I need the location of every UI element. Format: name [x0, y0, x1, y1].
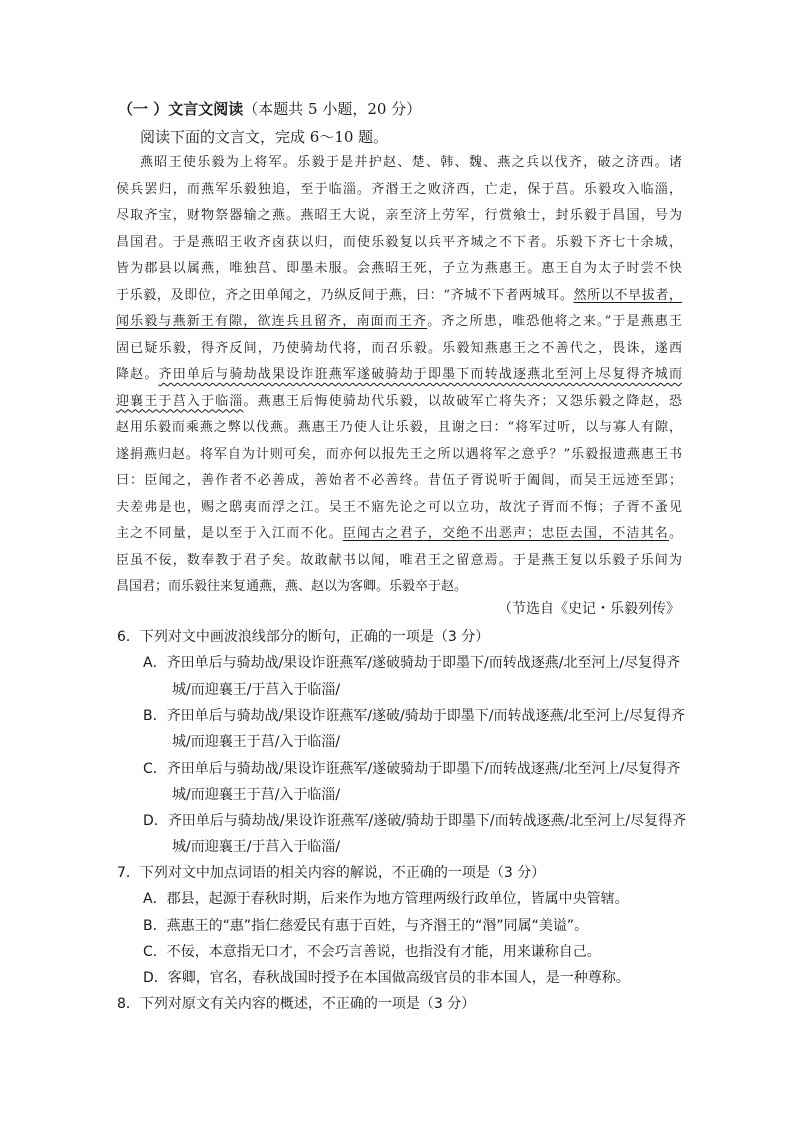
q6-option-a-line1[interactable]: A．齐田单后与骑劫战/果设诈诳燕军/遂破骑劫于即墨下/而转战逐燕/北至河上/尽复得齐: [143, 655, 681, 671]
instruction-text: 阅读下面的文言文，完成 6～10 题。: [140, 128, 389, 146]
q7-option-a[interactable]: A．郡县，起源于春秋时期，后来作为地方管理两级行政单位，皆属中央管辖。: [143, 891, 629, 907]
q6-option-b-line1[interactable]: B．齐田单后与骑劫战/果设诈诳燕军/遂破/骑劫于即墨下/而转战逐燕/北至河上/尽复得齐: [143, 708, 685, 724]
passage-text: 尽取齐宝，财物祭器输之燕。燕昭王大说，亲至济上劳军，行赏飨士，封乐毅于昌国，号为: [116, 208, 682, 223]
underlined-text: 臣闻古之君子，交绝不出恶声；忠臣去国，不洁其名: [342, 526, 669, 541]
passage-line: [116, 203, 682, 230]
passage-line: [116, 521, 682, 548]
passage-text: 降赵。: [116, 367, 159, 382]
q7-option-b[interactable]: B．燕惠王的“惠”指仁慈爱民有惠于百姓，与齐湣王的“湣”同属“美谥”。: [143, 918, 589, 934]
passage-text: 主之不同量，是以至于入江而不化。: [116, 526, 343, 541]
q6-option-a-line2: 城/而迎襄王/于莒入于临淄/: [172, 682, 341, 698]
passage-line: [116, 468, 682, 495]
section-note: （本题共 5 小题，20 分）: [243, 100, 422, 118]
passage-line: [116, 415, 682, 442]
passage-line: [116, 389, 682, 416]
question-6-stem: 6．下列对文中画波浪线部分的断句，正确的一项是（3 分）: [117, 629, 490, 645]
passage-line: [116, 177, 682, 204]
passage-text: 燕昭王使乐毅为上将军。乐毅于是并护赵、楚、韩、魏、燕之兵以伐齐，破之济西。诸: [140, 155, 682, 170]
underlined-text: 然所以不早拔者，: [573, 287, 682, 303]
passage-text: 夫差弗是也，赐之鸱夷而浮之江。吴王不寤先论之可以立功，故沈子胥而不悔；子胥不蚤见: [116, 499, 682, 515]
q7-option-c[interactable]: C．不佞，本意指无口才，不会巧言善说，也指没有才能，用来谦称自己。: [143, 944, 601, 960]
q6-option-d-line1[interactable]: D．齐田单后与骑劫战/果设诈诳燕军/遂破/骑劫于即墨下/而转战逐燕/北至河上/尽复得齐: [143, 813, 687, 829]
passage-line: [116, 495, 682, 522]
q6-option-c-line1[interactable]: C．齐田单后与骑劫战/果设诈诳燕军/遂破骑劫于即墨下/而转战逐燕/北至河上/尽复得齐: [143, 761, 681, 777]
passage-line: [116, 256, 682, 283]
passage-line: [116, 309, 682, 336]
passage-text: 赵用乐毅而乘燕之弊以伐燕。燕惠王乃使人让乐毅，且谢之曰：“将军过听，以与寡人有隙，: [116, 420, 682, 435]
wavy-underlined-text: 齐田单后与骑劫战果设诈诳燕军遂破骑劫于即墨下而转战逐燕北至河上尽复得齐城而: [158, 367, 682, 382]
passage-text: 皆为郡县以属燕，唯独莒、即墨未服。会燕昭王死，子立为燕惠王。惠王自为太子时尝不快: [116, 261, 682, 276]
passage-text: 昌国君；而乐毅往来复通燕，燕、赵以为客卿。乐毅卒于赵。: [116, 579, 468, 594]
passage-text: 遂捐燕归赵。将军自为计则可矣，而亦何以报先王之所以遇将军之意乎？”乐毅报遗燕惠王书: [116, 446, 682, 462]
passage-text: 。: [668, 526, 682, 541]
passage-text: 臣虽不佞，数奉教于君子矣。故敢献书以闻，唯君王之留意焉。于是燕王复以乐毅子乐间为: [116, 552, 682, 568]
passage-text: 。燕惠王后悔使骑劫代乐毅，以故破军亡将失齐；又怨乐毅之降赵，恐: [243, 393, 682, 409]
passage-line: [116, 336, 682, 363]
section-title: 文言文阅读: [168, 100, 244, 118]
passage-line: [116, 362, 682, 389]
passage-line: [116, 574, 682, 601]
passage-line: [116, 150, 682, 177]
passage-text: 昌国君。于是燕昭王收齐卤获以归，而使乐毅复以兵平齐城之不下者。乐毅下齐七十余城，: [116, 234, 682, 250]
section-number: （一 ）: [118, 100, 169, 118]
q6-option-c-line2: 城/而迎襄王于莒/入于临淄/: [172, 787, 341, 803]
passage-line: [116, 283, 682, 310]
question-7-stem: 7．下列对文中加点词语的相关内容的解说，不正确的一项是（3 分）: [117, 865, 546, 881]
passage-source: （节选自《史记・乐毅列传》: [498, 601, 680, 617]
passage-line: [116, 548, 682, 575]
q6-option-d-line2: 城/而迎襄王/于莒入于临淄/: [172, 839, 341, 855]
passage-text: 固已疑乐毅，得齐反间，乃使骑劫代将，而召乐毅。乐毅知燕惠王之不善代之，畏诛，遂西: [116, 340, 682, 356]
classical-passage: [116, 150, 682, 601]
passage-text: 于乐毅，及即位，齐之田单闻之，乃纵反间于燕，曰：“齐城不下者两城耳。: [116, 287, 574, 303]
passage-text: 侯兵罢归，而燕军乐毅独追，至于临淄。齐湣王之败济西，亡走，保于莒。乐毅攻入临淄，: [116, 181, 682, 197]
q7-option-d[interactable]: D．客卿，官名，春秋战国时授予在本国做高级官员的非本国人，是一种尊称。: [143, 970, 630, 986]
passage-line: [116, 442, 682, 469]
wavy-underlined-text: 迎襄王于莒入于临淄: [116, 393, 244, 409]
q6-option-b-line2: 城/而迎襄王于莒/入于临淄/: [172, 734, 341, 750]
passage-text: 曰：臣闻之，善作者不必善成，善始者不必善终。昔伍子胥说听于阖闾，而吴王远迹至郢；: [116, 473, 682, 488]
passage-text: 。齐之所患，唯恐他将之来。”于是燕惠王: [427, 314, 682, 329]
passage-line: [116, 230, 682, 257]
underlined-text: 闻乐毅与燕新王有隙，欲连兵且留齐，南面而王齐: [116, 314, 428, 329]
section-heading: [118, 98, 421, 120]
question-8-stem: 8．下列对原文有关内容的概述，不正确的一项是（3 分）: [117, 996, 476, 1012]
